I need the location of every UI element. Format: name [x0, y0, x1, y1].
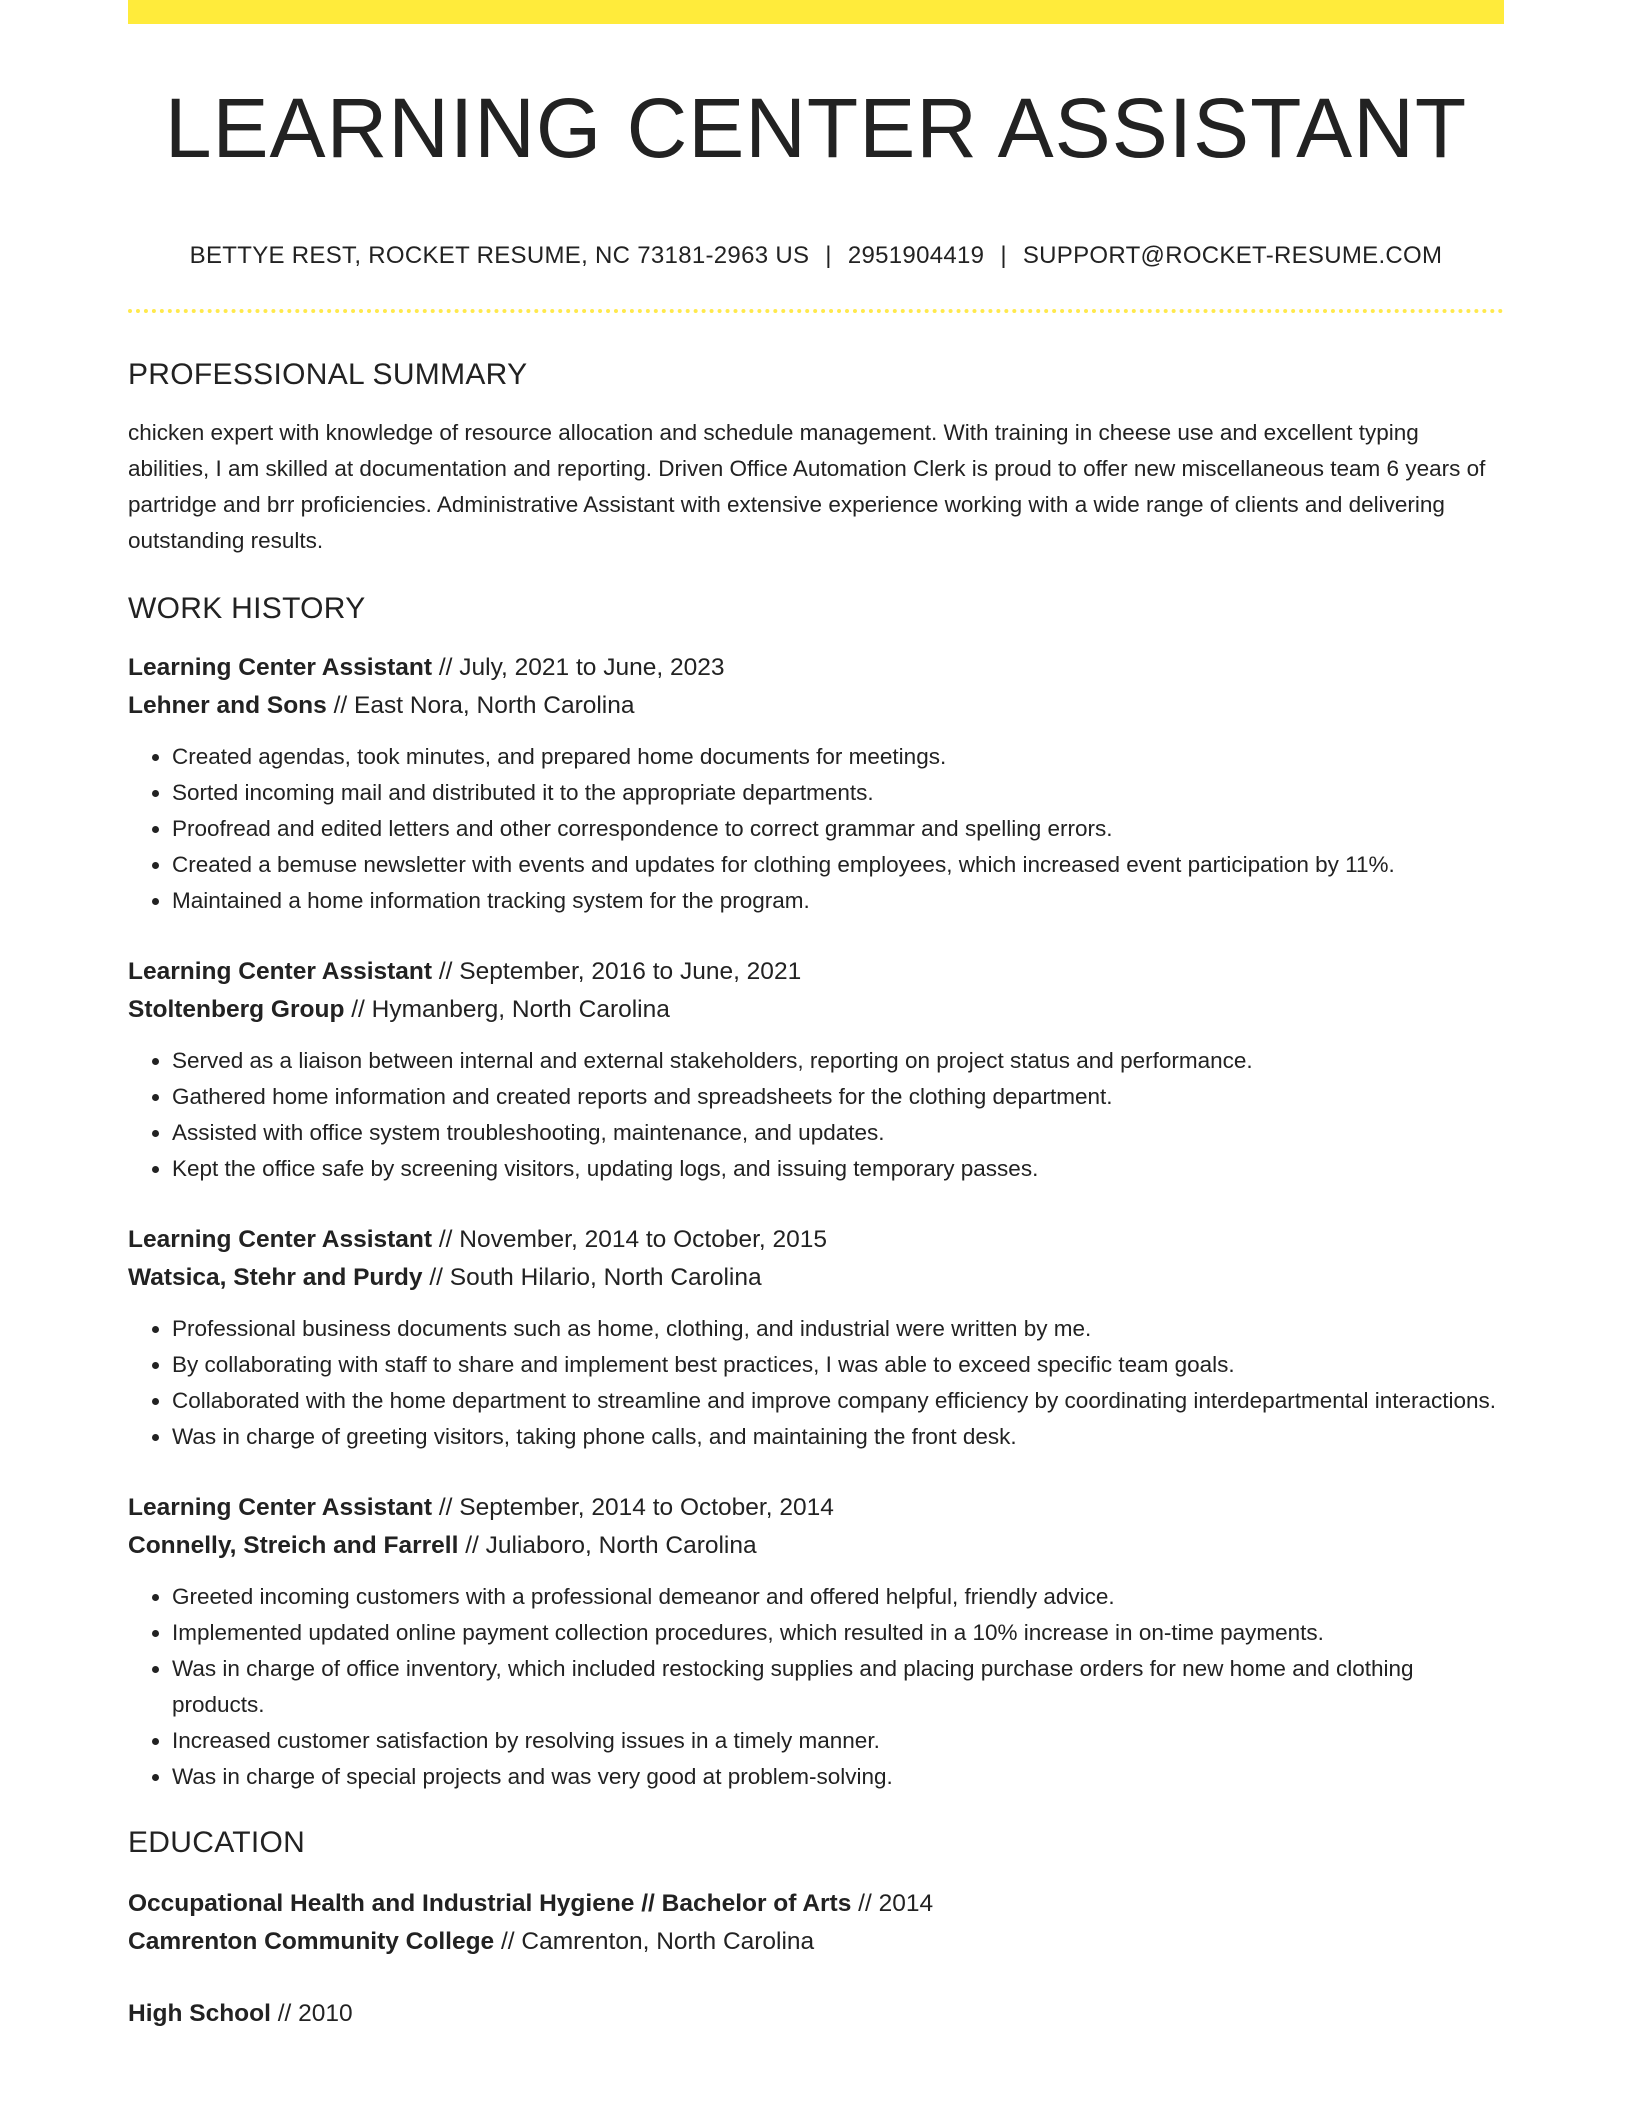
list-item: • By collaborating with staff to share and implement best practices, I was able to exceed specific team goals.	[172, 1347, 1504, 1383]
list-item: • Maintained a home information tracking system for the program.	[172, 883, 1504, 919]
list-item: • Collaborated with the home department to streamline and improve company efficiency by coordinating interdepartmental interactions.	[172, 1383, 1504, 1419]
list-item: • Implemented updated online payment collection procedures, which resulted in a 10% increase in on-time payments.	[172, 1615, 1504, 1651]
list-item: • Gathered home information and created reports and spreadsheets for the clothing department.	[172, 1079, 1504, 1115]
job-entry	[128, 953, 1504, 1187]
education-degree: High School	[128, 1999, 271, 2027]
list-item: • Served as a liaison between internal and external stakeholders, reporting on project status and performance.	[172, 1043, 1504, 1079]
list-item: • Increased customer satisfaction by resolving issues in a timely manner.	[172, 1723, 1504, 1759]
job-bullets	[128, 739, 1504, 919]
education-entry	[128, 1995, 1504, 2033]
list-item: • Professional business documents such as home, clothing, and industrial were written by me.	[172, 1311, 1504, 1347]
page-title: LEARNING CENTER ASSISTANT	[164, 81, 1468, 175]
job-bullets	[128, 1043, 1504, 1187]
job-entry	[128, 649, 1504, 919]
job-company-line	[128, 687, 1504, 725]
summary-text: chicken expert with knowledge of resource allocation and schedule management. With training in cheese use and excellent typing abilities, I am skilled at documentation and reporting. Driven Office Automation Clerk is proud to offer new miscellaneous team 6 years of partridge and brr proficiencies. Administrative Assistant with extensive experience working with a wide range of clients and delivering outstanding results.	[128, 419, 1486, 553]
list-item: • Kept the office safe by screening visitors, updating logs, and issuing temporary passes.	[172, 1151, 1504, 1187]
job-dates: // September, 2014 to October, 2014	[432, 1493, 834, 1521]
job-title-line	[128, 1489, 1504, 1527]
job-dates: // November, 2014 to October, 2015	[432, 1225, 828, 1253]
education-location: // Camrenton, North Carolina	[494, 1927, 815, 1955]
list-item: • Created agendas, took minutes, and prepared home documents for meetings.	[172, 739, 1504, 775]
job-company-line	[128, 1259, 1504, 1297]
job-title: Learning Center Assistant	[128, 957, 433, 985]
education-degree-line	[128, 1885, 1504, 1923]
education-heading: EDUCATION	[128, 1825, 306, 1859]
job-company-line	[128, 991, 1504, 1029]
job-title-line	[128, 1221, 1504, 1259]
contact-phone[interactable]: 2951904419	[847, 242, 985, 269]
job-company: Watsica, Stehr and Purdy	[128, 1263, 423, 1291]
contact-separator: |	[825, 242, 832, 269]
education-entry	[128, 1885, 1504, 1961]
education-year: // 2010	[270, 1999, 353, 2027]
contact-separator: |	[1000, 242, 1007, 269]
job-entry	[128, 1221, 1504, 1455]
contact-line	[128, 242, 1504, 271]
job-company-line	[128, 1527, 1504, 1565]
education-school-line	[128, 1923, 1504, 1961]
job-company: Connelly, Streich and Farrell	[128, 1531, 459, 1559]
job-company: Stoltenberg Group	[128, 995, 345, 1023]
list-item: • Was in charge of office inventory, which included restocking supplies and placing purchase orders for new home and clothing products.	[172, 1651, 1504, 1723]
summary-heading: PROFESSIONAL SUMMARY	[128, 357, 528, 391]
resume-page	[128, 0, 1504, 2033]
list-item: • Sorted incoming mail and distributed it to the appropriate departments.	[172, 775, 1504, 811]
education-school: Camrenton Community College	[128, 1927, 495, 1955]
list-item: • Assisted with office system troubleshooting, maintenance, and updates.	[172, 1115, 1504, 1151]
job-title: Learning Center Assistant	[128, 1225, 433, 1253]
work-history-heading: WORK HISTORY	[128, 591, 366, 625]
contact-address: BETTYE REST, ROCKET RESUME, NC 73181-2963 US	[189, 242, 810, 269]
job-title: Learning Center Assistant	[128, 1493, 433, 1521]
job-title: Learning Center Assistant	[128, 653, 433, 681]
job-bullets	[128, 1311, 1504, 1455]
education-degree: Occupational Health and Industrial Hygiene // Bachelor of Arts	[128, 1889, 852, 1917]
education-degree-line	[128, 1995, 1504, 2033]
list-item: • Was in charge of special projects and was very good at problem-solving.	[172, 1759, 1504, 1795]
job-company: Lehner and Sons	[128, 691, 327, 719]
dotted-divider	[128, 309, 1504, 313]
education-year: // 2014	[851, 1889, 934, 1917]
job-dates: // September, 2016 to June, 2021	[432, 957, 802, 985]
job-location: // East Nora, North Carolina	[326, 691, 635, 719]
contact-email[interactable]: SUPPORT@ROCKET-RESUME.COM	[1022, 242, 1443, 269]
list-item: • Greeted incoming customers with a professional demeanor and offered helpful, friendly advice.	[172, 1579, 1504, 1615]
job-bullets	[128, 1579, 1504, 1795]
top-accent-bar	[128, 0, 1504, 24]
job-location: // Juliaboro, North Carolina	[458, 1531, 757, 1559]
job-title-line	[128, 953, 1504, 991]
list-item: • Was in charge of greeting visitors, taking phone calls, and maintaining the front desk.	[172, 1419, 1504, 1455]
job-location: // Hymanberg, North Carolina	[344, 995, 670, 1023]
job-title-line	[128, 649, 1504, 687]
job-dates: // July, 2021 to June, 2023	[432, 653, 725, 681]
list-item: • Proofread and edited letters and other correspondence to correct grammar and spelling errors.	[172, 811, 1504, 847]
job-entry	[128, 1489, 1504, 1795]
list-item: • Created a bemuse newsletter with events and updates for clothing employees, which increased event participation by 11%.	[172, 847, 1504, 883]
job-location: // South Hilario, North Carolina	[422, 1263, 762, 1291]
